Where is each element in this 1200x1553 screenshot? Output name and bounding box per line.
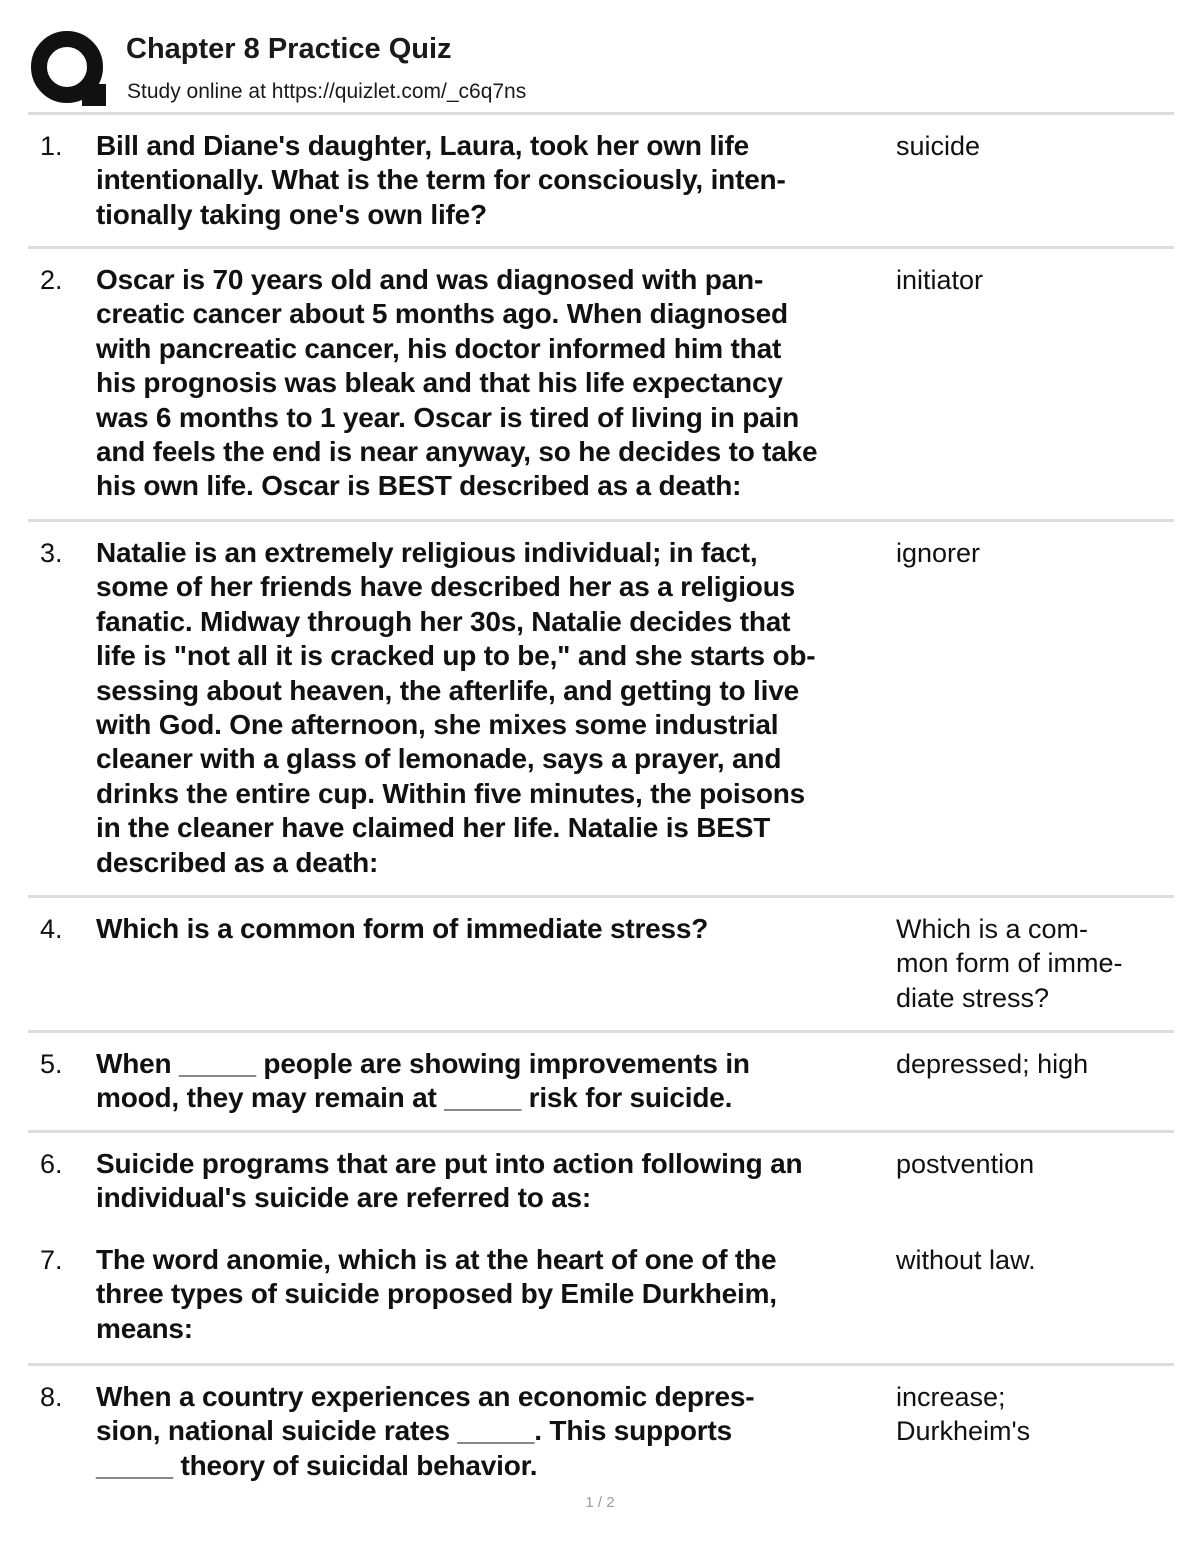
answer-text [896,536,1166,570]
answer-line: ignorer [896,538,981,568]
question-line: his own life. Oscar is BEST described as a death: [96,470,742,502]
question-line: cleaner with a glass of lemonade, says a prayer, and [96,743,782,775]
item-number: 6. [40,1149,63,1179]
question-line: _____ theory of suicidal behavior. [96,1449,538,1481]
answer-text [896,1047,1166,1081]
question-line: sion, national suicide rates _____. This supports [96,1415,732,1447]
answer-text [896,129,1166,163]
question-line: and feels the end is near anyway, so he decides to take [96,436,818,468]
question-line: When a country experiences an economic depres- [96,1381,755,1412]
question-line: means: [96,1312,193,1344]
question-line: individual's suicide are referred to as: [96,1182,592,1214]
quizlet-logo [30,30,108,108]
question-line: mood, they may remain at _____ risk for suicide. [96,1082,733,1114]
answer-line: initiator [896,265,984,295]
answer-line: Which is a com- [896,914,1089,944]
page-title: Chapter 8 Practice Quiz [126,33,452,65]
question-line: Natalie is an extremely religious individual; in fact, [96,537,758,568]
page-number: 1 / 2 [585,1494,615,1511]
question-line: with God. One afternoon, she mixes some industrial [96,709,779,741]
quiz-item [28,1366,1174,1486]
question-text [96,263,892,504]
answer-text [896,263,1166,297]
answer-line: suicide [896,131,981,161]
question-text [96,1147,892,1216]
answer-text [896,1380,1166,1449]
answer-line: mon form of imme- [896,948,1123,979]
item-number: 7. [40,1245,63,1275]
question-line: was 6 months to 1 year. Oscar is tired of living in pain [96,401,800,433]
question-line: Bill and Diane's daughter, Laura, took her own life [96,130,750,161]
item-number: 2. [40,265,63,295]
quiz-item [28,1229,1174,1363]
quiz-item [28,1033,1174,1130]
question-line: intentionally. What is the term for consciously, inten- [96,164,786,196]
answer-text [896,1147,1166,1181]
question-line: Suicide programs that are put into action following an [96,1148,803,1179]
question-line: fanatic. Midway through her 30s, Natalie decides that [96,605,791,637]
quiz-item [28,115,1174,246]
item-number: 8. [40,1382,63,1412]
item-number: 4. [40,914,63,944]
answer-line: depressed; high [896,1049,1089,1079]
answer-text [896,912,1166,1015]
item-number: 1. [40,131,63,161]
question-text [96,1047,892,1116]
study-online-link[interactable]: Study online at https://quizlet.com/_c6q7ns [127,80,527,103]
question-line: described as a death: [96,846,379,878]
question-line: Which is a common form of immediate stress? [96,913,709,944]
question-text [96,1380,892,1483]
question-text [96,129,892,232]
answer-line: postvention [896,1149,1035,1179]
question-line: his prognosis was bleak and that his life expectancy [96,367,783,399]
question-line: Oscar is 70 years old and was diagnosed with pan- [96,264,764,295]
answer-text [896,1243,1166,1277]
question-line: creatic cancer about 5 months ago. When diagnosed [96,298,788,330]
question-line: When _____ people are showing improvements in [96,1048,750,1079]
quiz-item [28,522,1174,895]
answer-line: Durkheim's [896,1416,1031,1447]
question-text [96,1243,892,1346]
answer-line: diate stress? [896,982,1050,1013]
quiz-item [28,898,1174,1030]
question-line: drinks the entire cup. Within five minutes, the poisons [96,777,806,809]
question-line: in the cleaner have claimed her life. Natalie is BEST [96,812,771,844]
quiz-item [28,1133,1174,1229]
question-line: The word anomie, which is at the heart of one of the [96,1244,777,1275]
item-number: 3. [40,538,63,568]
question-line: sessing about heaven, the afterlife, and getting to live [96,674,799,706]
answer-line: increase; [896,1382,1006,1412]
answer-line: without law. [896,1245,1036,1275]
question-line: some of her friends have described her as a religious [96,571,795,603]
question-text [96,536,892,880]
item-number: 5. [40,1049,63,1079]
question-line: tionally taking one's own life? [96,198,487,230]
question-line: life is "not all it is cracked up to be," and she starts ob- [96,640,816,672]
question-line: three types of suicide proposed by Emile Durkheim, [96,1278,777,1310]
question-line: with pancreatic cancer, his doctor informed him that [96,332,782,364]
question-text [96,912,892,946]
quiz-list [28,112,1174,1486]
quiz-item [28,249,1174,519]
